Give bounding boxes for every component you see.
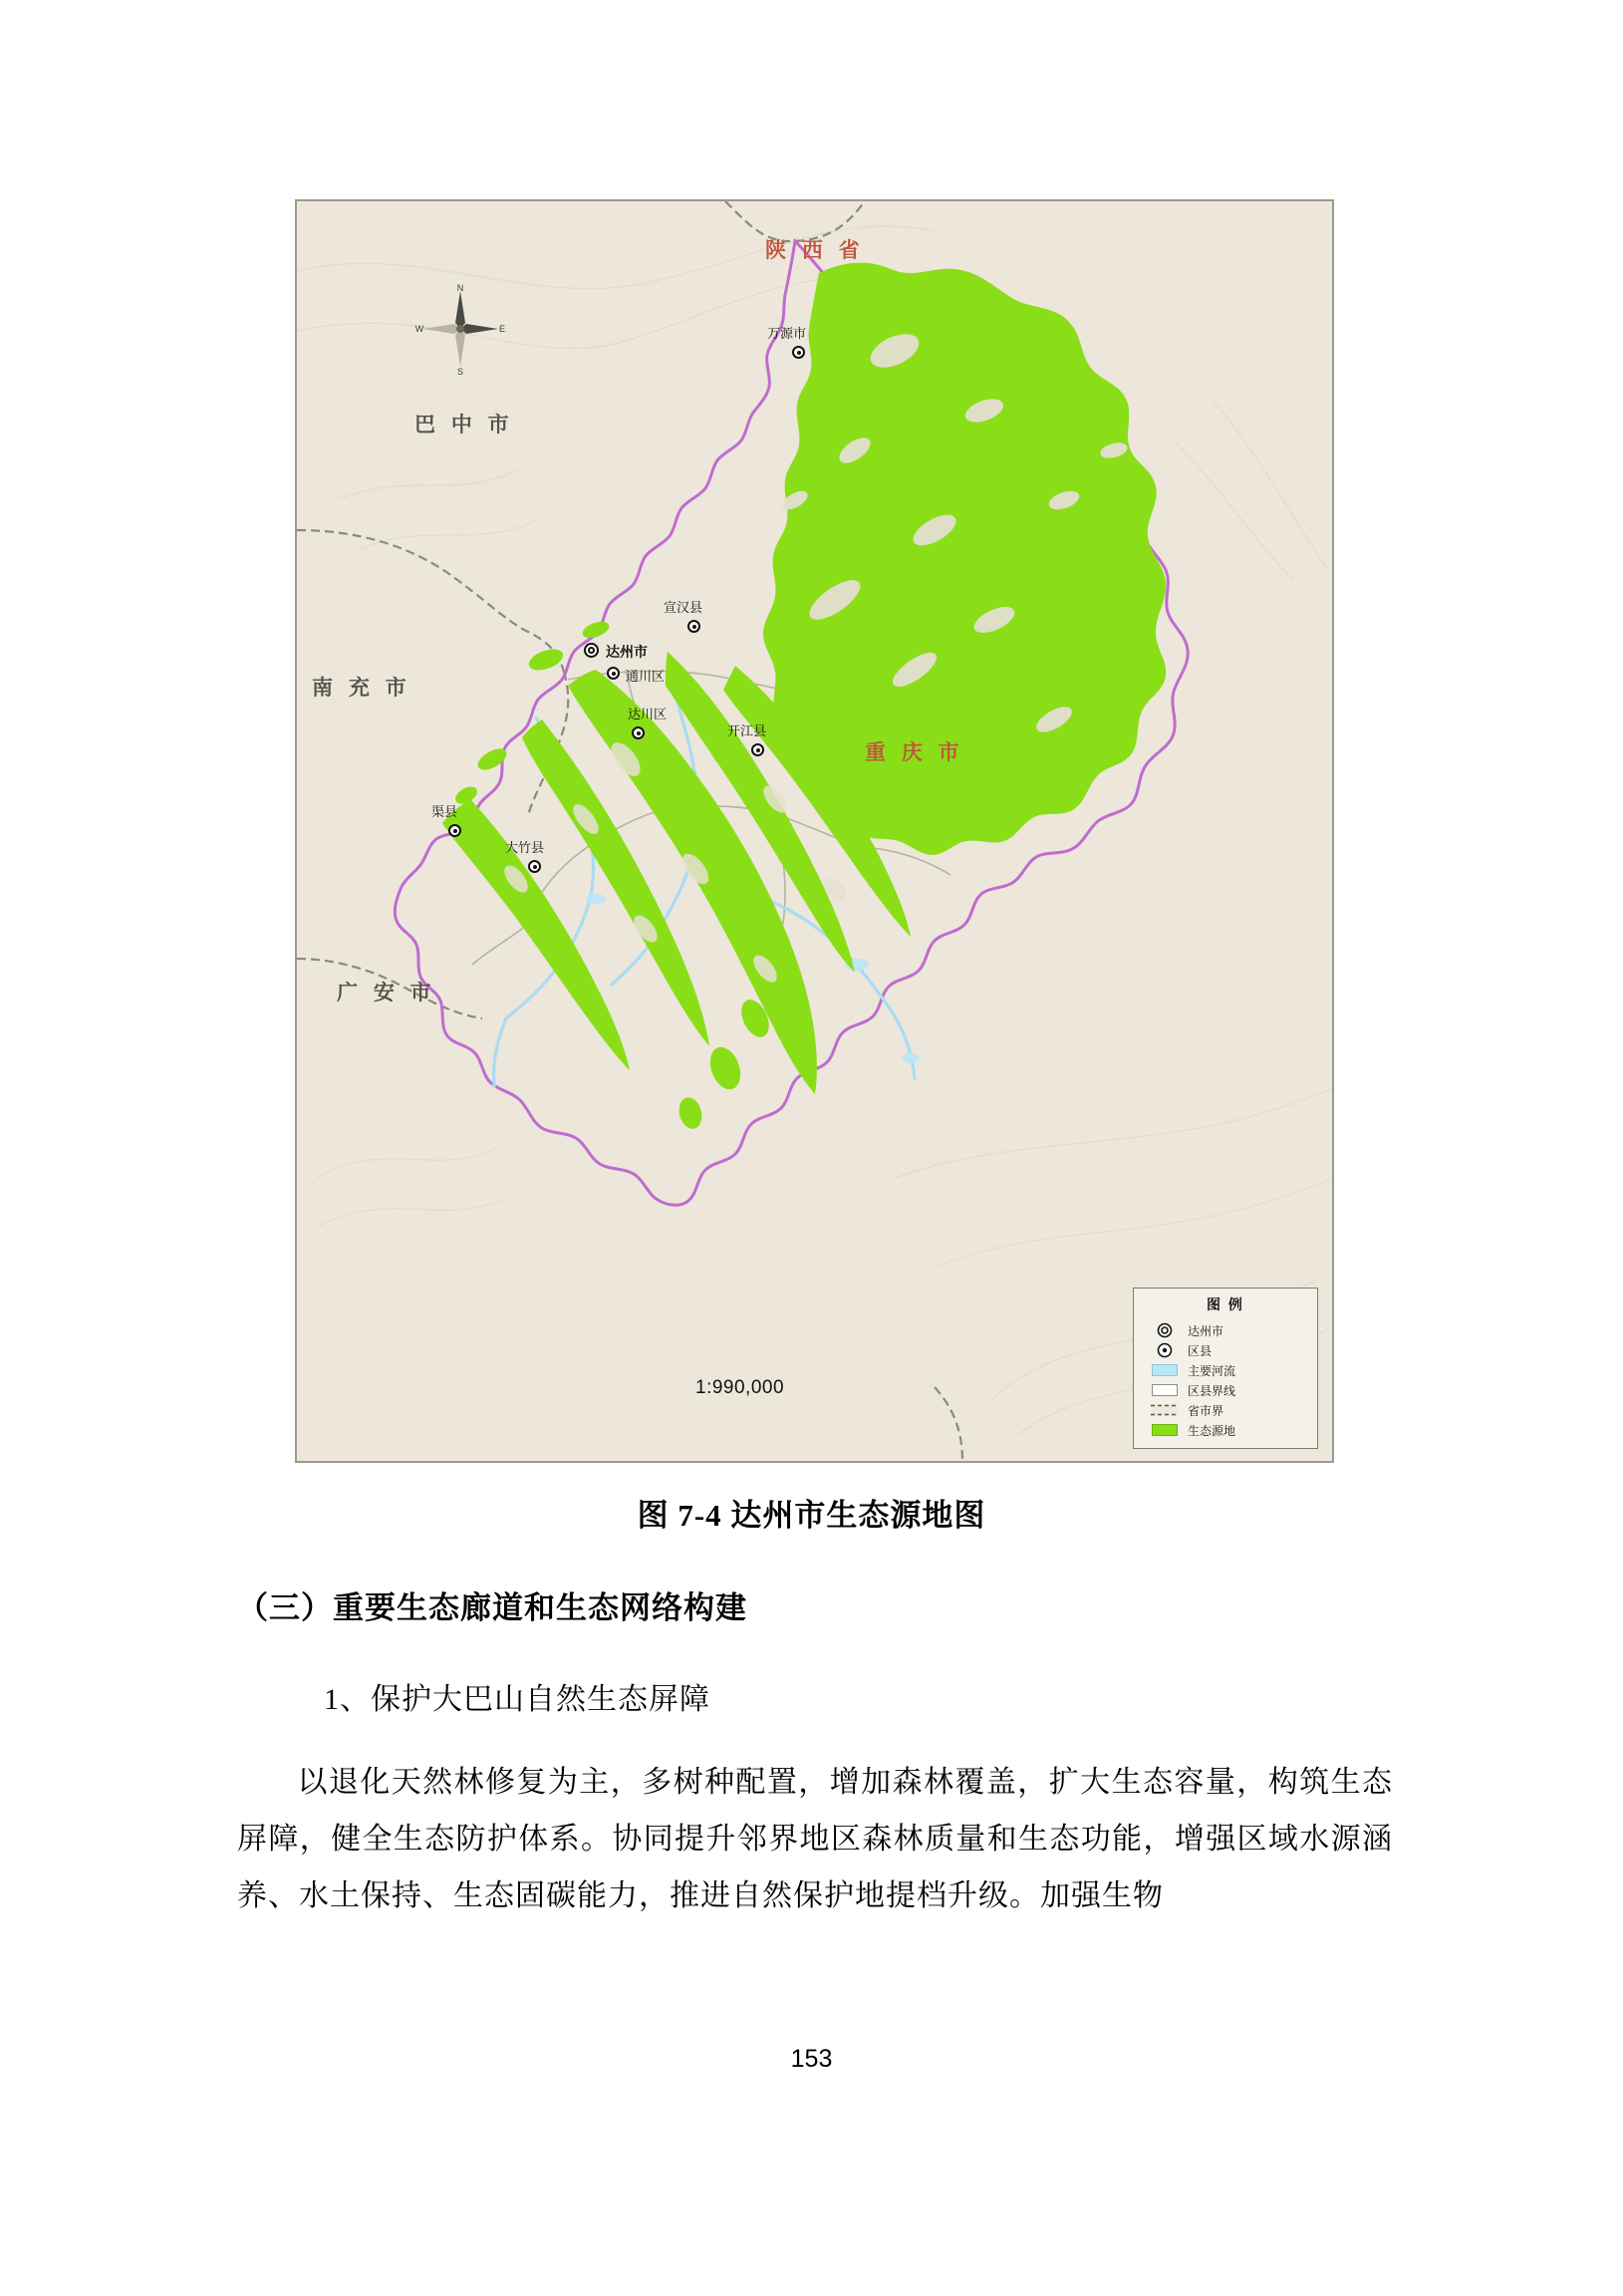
map-legend <box>1133 1288 1318 1449</box>
map-dot-xuanhan <box>687 620 700 633</box>
legend-item-river <box>1142 1360 1309 1380</box>
legend-item-county <box>1142 1340 1309 1360</box>
svg-text:N: N <box>456 283 464 293</box>
river-swatch-icon <box>1142 1364 1188 1376</box>
body-paragraph-text: 以退化天然林修复为主，多树种配置，增加森林覆盖，扩大生态容量，构筑生态屏障，健全生态防护体系。协同提升邻界地区森林质量和生态功能，增强区域水源涵养、水土保持、生态固碳能力，推进自然保护地提档升级。加强生物 <box>237 1766 1393 1912</box>
map-label-bazhong-city: 巴 中 市 <box>414 414 514 436</box>
legend-label: 区县界线 <box>1188 1383 1236 1398</box>
legend-item-county-boundary <box>1142 1380 1309 1400</box>
map-label-wanyuan-city: 万源市 <box>767 326 807 341</box>
section-heading: （三）重要生态廊道和生态网络构建 <box>237 1590 747 1625</box>
svg-text:W: W <box>414 324 424 334</box>
compass-rose <box>414 283 506 375</box>
map-label-guangan-city: 广 安 市 <box>337 982 436 1004</box>
county-boundary-swatch-icon <box>1142 1384 1188 1396</box>
svg-text:E: E <box>498 324 506 334</box>
legend-label: 区县 <box>1188 1343 1213 1358</box>
legend-label: 省市界 <box>1188 1403 1224 1418</box>
map-dot-kaijiang <box>751 743 764 756</box>
map-label-dazhou-city: 达州市 <box>606 644 648 660</box>
map-label-shaanxi-province: 陕 西 省 <box>765 239 865 262</box>
map-label-tongchuan-district: 通川区 <box>626 669 666 684</box>
map-label-kaijiang-county: 开江县 <box>727 723 767 738</box>
map-scale-text: 1:990,000 <box>695 1377 785 1398</box>
page-number: 153 <box>790 2045 833 2073</box>
legend-label: 主要河流 <box>1188 1363 1236 1378</box>
map-dot-dazhou <box>584 643 599 658</box>
body-paragraph <box>237 1754 1393 1924</box>
map-dot-qu-county <box>448 824 461 837</box>
legend-item-eco-source <box>1142 1420 1309 1440</box>
county-dot-icon <box>1142 1342 1188 1358</box>
legend-item-dazhou-city <box>1142 1320 1309 1340</box>
map-label-chongqing-city: 重 庆 市 <box>865 741 964 764</box>
sub-heading: 1、保护大巴山自然生态屏障 <box>324 1683 710 1716</box>
svg-text:S: S <box>456 367 464 375</box>
figure-caption: 图 7-4 达州市生态源地图 <box>637 1498 986 1533</box>
map-frame <box>295 199 1334 1463</box>
map-label-dazhu-county: 大竹县 <box>505 840 545 855</box>
map-label-nanchong-city: 南 充 市 <box>312 677 411 700</box>
eco-source-swatch-icon <box>1142 1424 1188 1436</box>
map-label-dachuan-district: 达川区 <box>628 707 668 721</box>
legend-label: 达州市 <box>1188 1323 1224 1338</box>
map-label-qu-county: 渠县 <box>431 804 458 819</box>
map-label-xuanhan-county: 宣汉县 <box>664 600 703 615</box>
legend-item-province-boundary <box>1142 1400 1309 1420</box>
map-dot-dazhu <box>528 860 541 873</box>
province-boundary-swatch-icon <box>1142 1403 1188 1417</box>
figure-ecological-source-map <box>295 199 1334 1463</box>
legend-title: 图 例 <box>1207 1296 1244 1312</box>
map-dot-tongchuan <box>607 667 620 680</box>
legend-label: 生态源地 <box>1188 1423 1236 1438</box>
city-dot-icon <box>1142 1322 1188 1338</box>
map-dot-dachuan <box>632 726 645 739</box>
map-dot-wanyuan <box>792 346 805 359</box>
